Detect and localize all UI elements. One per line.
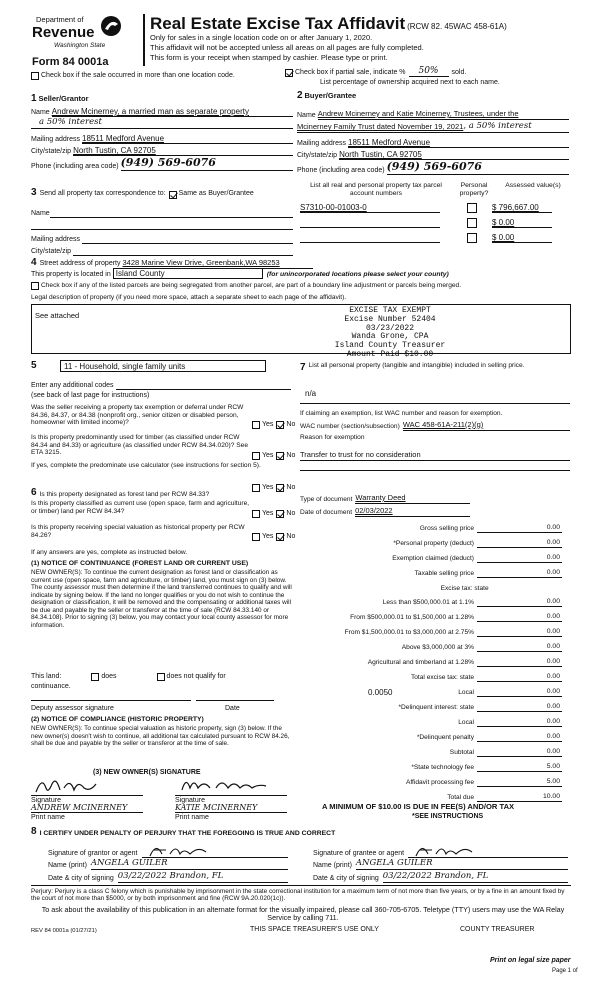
- parcel-number[interactable]: [300, 218, 440, 228]
- header-note-2: This affidavit will not be accepted unless all areas on all pages are fully completed.: [150, 43, 424, 52]
- street-address-row: 4 Street address of property 3428 Marine View Drive, Greenbank,WA 98253: [31, 257, 571, 269]
- forest-yes-checkbox[interactable]: [252, 484, 260, 492]
- partial-sale-row: [285, 66, 466, 77]
- buyer-trust-field[interactable]: Mcinerney Family Trust dated November 19, 2021: [297, 122, 464, 132]
- deputy-date-label: Date: [225, 705, 240, 712]
- parcel-number[interactable]: [300, 233, 440, 243]
- treasurer-use-label: THIS SPACE TREASURER'S USE ONLY: [250, 926, 379, 933]
- local-rate: 0.0050: [368, 687, 393, 697]
- tax-value[interactable]: 5.00: [477, 763, 562, 772]
- page-number: Page 1 of: [552, 968, 578, 974]
- section3-mailing-row: Mailing address: [31, 235, 293, 244]
- forest-no-checkbox[interactable]: [276, 484, 284, 492]
- doc-date-row: Date of document 02/03/2022: [300, 507, 470, 517]
- form-title: Real Estate Excise Tax Affidavit: [150, 14, 406, 33]
- form-number: Form 84 0001a: [32, 56, 109, 68]
- tax-row-delinquent-penalty: *Delinquent penalty 0.00: [416, 733, 560, 742]
- legal-paper-note: Print on legal size paper: [490, 957, 571, 964]
- notice-continuance-text: NEW OWNER(S): To continue the current designation as forest land or classification as current use (open space, farm and agriculture, or timber) land, you must sign on (3) below. The county assessor must then determine if the land transferred continues to qualify and will indicate by signing below. If the land no longer qualifies or you do not wish to continue the designation or classification, it will be removed and the compensating or additional taxes will be due and payable by the seller or transferor at the time of sale (RCW 84.33.140 or 84.34.108). Prior to signing (3) below, you may contact your local county assessor for more information.: [31, 569, 292, 629]
- grantee-print-name[interactable]: ANGELA GUILER: [356, 859, 568, 870]
- buyer-name-row-2: [297, 122, 569, 133]
- partial-sale-note: List percentage of ownership acquired next to each name.: [320, 79, 500, 86]
- reason-blank-line[interactable]: [300, 470, 570, 471]
- use-code-select[interactable]: 11 - Household, single family units: [60, 360, 266, 372]
- land-does-checkbox[interactable]: [91, 673, 99, 681]
- multi-location-row: [31, 72, 235, 80]
- grantee-date-row: Date & city of signing 03/22/2022 Brandon, FL: [313, 872, 568, 883]
- multi-location-checkbox[interactable]: [31, 72, 39, 80]
- owner2-signature-label: Signature: [175, 797, 205, 804]
- partial-sale-label: Check box if partial sale, indicate %: [295, 69, 406, 77]
- personal-property-checkbox[interactable]: [467, 203, 477, 213]
- tax-value[interactable]: 0.00: [477, 539, 562, 548]
- personal-property-header: Personal property?: [459, 182, 489, 197]
- buyer-mailing-row: Mailing address 18511 Medford Avenue: [297, 138, 569, 148]
- q2-no-checkbox[interactable]: [276, 452, 284, 460]
- section3-name-field[interactable]: [50, 209, 293, 218]
- seller-name-field[interactable]: Andrew Mcinerney, a married man as separate property: [52, 107, 293, 117]
- section3-blank-row: [31, 221, 293, 230]
- section7-heading: 7 List all personal property (tangible and intangible) included in selling price.: [300, 362, 525, 373]
- legal-description-label: Legal description of property (if you need more space, attach a separate sheet to each page of the affidavit).: [31, 294, 347, 301]
- owner2-print-label: Print name: [175, 814, 209, 821]
- tax-row-tech-fee: *State technology fee 5.00: [411, 763, 560, 772]
- current-use-yes-checkbox[interactable]: [252, 510, 260, 518]
- tax-value[interactable]: 0.00: [477, 703, 562, 712]
- section6-q3: Is this property receiving special valuation as historical property per RCW 84.26?: [31, 524, 245, 539]
- current-use-no-checkbox[interactable]: [276, 510, 284, 518]
- claim-exemption-label: If claiming an exemption, list WAC number and reason for exemption.: [300, 410, 503, 417]
- q2-yes-checkbox[interactable]: [252, 452, 260, 460]
- seller-city-field[interactable]: North Tustin, CA 92705: [73, 146, 293, 156]
- revenue-logo-text: Revenue: [32, 24, 95, 41]
- owner1-print-name[interactable]: ANDREW MCINERNEY: [31, 803, 143, 813]
- tax-row-delinquent-interest-state: *Delinquent interest: state 0.00: [398, 703, 560, 712]
- seller-phone-field[interactable]: (949) 569-6076: [121, 157, 293, 171]
- grantee-signature-line[interactable]: [408, 846, 568, 858]
- assessed-value[interactable]: $ 0.00: [492, 218, 552, 228]
- continuance-label: continuance.: [31, 683, 71, 690]
- owner1-signature: [34, 774, 114, 796]
- tax-row-exemption: Exemption claimed (deduct) 0.00: [392, 554, 560, 563]
- reason-field[interactable]: Transfer to trust for no consideration: [300, 451, 570, 461]
- owner2-signature: [180, 774, 270, 794]
- this-land-row: This land: does does not qualify for: [31, 673, 226, 680]
- section5-q2-answer: Yes No: [252, 452, 295, 460]
- section3-city-field[interactable]: [73, 247, 293, 256]
- notice-compliance-title: (2) NOTICE OF COMPLIANCE (HISTORIC PROPERTY): [31, 716, 204, 723]
- header-note-3: This form is your receipt when stamped by cashier. Please type or print.: [150, 53, 388, 62]
- grantor-signature-row: Signature of grantor or agent: [48, 846, 288, 858]
- section5-q1-answer: Yes No: [252, 421, 295, 429]
- historic-no-checkbox[interactable]: [276, 533, 284, 541]
- tax-value[interactable]: 5.00: [477, 778, 562, 787]
- q1-no-checkbox[interactable]: [276, 421, 284, 429]
- minimum-due-notice: A MINIMUM OF $10.00 IS DUE IN FEE(S) AND/OR TAX: [322, 802, 515, 811]
- buyer-name-field[interactable]: Andrew Mcinerney and Katie Mcinerney, Trustees, under the: [318, 110, 569, 120]
- dor-logo: [30, 14, 130, 56]
- form-title-row: [150, 14, 507, 34]
- tax-row-local: 0.0050 Local 0.00: [368, 687, 560, 697]
- seller-heading: 1 Seller/Grantor: [31, 93, 89, 104]
- owner2-signature-line[interactable]: [175, 795, 287, 796]
- partial-sale-checkbox[interactable]: [285, 69, 293, 77]
- tax-value[interactable]: 0.00: [477, 673, 562, 682]
- owner2-print-name[interactable]: KATIE MCINERNEY: [175, 803, 287, 813]
- tax-value[interactable]: 0.00: [477, 718, 562, 727]
- form-revision: REV 84 0001a (01/27/21): [31, 928, 97, 934]
- section3-city-row: City/state/zip: [31, 247, 293, 256]
- parcel-header: List all real and personal property tax parcel account numbers: [310, 182, 442, 197]
- buyer-phone-row: Phone (including area code) (949) 569-6076: [297, 161, 569, 175]
- header-divider: [143, 14, 145, 66]
- tax-value[interactable]: 0.00: [477, 733, 562, 742]
- notice-continuance-title: (1) NOTICE OF CONTINUANCE (FOREST LAND OR CURRENT USE): [31, 560, 249, 567]
- seller-mailing-row: Mailing address 18511 Medford Avenue: [31, 134, 293, 144]
- section6-q2: Is this property classified as current use (open space, farm and agriculture, or timber) land per RCW 84.34?: [31, 500, 250, 515]
- tax-row-subtotal: Subtotal 0.00: [449, 748, 560, 757]
- personal-property-checkbox[interactable]: [467, 218, 477, 228]
- excise-exempt-stamp: EXCISE TAX EXEMPT Excise Number 52404 03/23/2022 Wanda Grone, CPA Island County Treasurer Amount Paid $10.00: [334, 306, 446, 359]
- buyer-city-row: City/state/zip North Tustin, CA 92705: [297, 150, 569, 160]
- parcel-number[interactable]: S7310-00-01003-0: [300, 203, 440, 213]
- tax-row-total-due: Total due 10.00: [447, 793, 560, 802]
- perjury-notice: Perjury: Perjury is a class C felony which is punishable by imprisonment in the state correctional institution for a maximum term of not more than five years, or by a fine in an amount fixed by the court of not more than $5000, or by both imprisonment and fine (RCW 9A.20.020(1c)).: [31, 885, 571, 903]
- tax-value[interactable]: 0.00: [477, 628, 562, 637]
- notice-compliance-text: NEW OWNER(S): To continue special valuation as historic property, sign (3) below. If the new owner(s) doesn't wish to continue, all additional tax calculated pursuant to RCW 84.26, shall be due and payable by the seller or transferor at the time of sale.: [31, 725, 290, 748]
- grantor-print-name[interactable]: ANGELA GUILER: [91, 859, 288, 870]
- section5-number: 5: [31, 360, 37, 371]
- legal-description-value: See attached: [35, 311, 80, 320]
- rcw-reference: (RCW 82. 45WAC 458-61A): [407, 22, 507, 31]
- tax-value[interactable]: 0.00: [477, 613, 562, 622]
- deputy-date-line[interactable]: [196, 700, 274, 701]
- assessed-value[interactable]: $ 796,667.00: [492, 203, 552, 213]
- doc-date-field[interactable]: 02/03/2022: [355, 507, 470, 517]
- personal-property-value[interactable]: n/a: [305, 389, 317, 398]
- tax-row-agricultural: Agricultural and timberland at 1.28% 0.00: [367, 658, 560, 667]
- tax-row-taxable: Taxable selling price 0.00: [414, 569, 560, 578]
- wac-row: WAC number (section/subsection) WAC 458-61A-211(2)(g): [300, 421, 570, 431]
- seller-mailing-field[interactable]: 18511 Medford Avenue: [82, 134, 293, 144]
- grantee-signature: [412, 842, 482, 858]
- wac-number-field[interactable]: WAC 458-61A-211(2)(g): [403, 421, 570, 431]
- tax-row-total-state: Total excise tax: state 0.00: [410, 673, 560, 682]
- same-as-buyer-checkbox[interactable]: [169, 191, 177, 199]
- additional-codes-field[interactable]: [116, 381, 292, 390]
- grantee-signature-row: Signature of grantee or agent: [313, 846, 568, 858]
- buyer-mailing-field[interactable]: 18511 Medford Avenue: [348, 138, 569, 148]
- tax-row-personal: *Personal property (deduct) 0.00: [393, 539, 560, 548]
- tax-value[interactable]: 0.00: [477, 569, 562, 578]
- owner1-signature-line[interactable]: [31, 795, 143, 796]
- owner1-signature-label: Signature: [31, 797, 61, 804]
- tax-row-gross: Gross selling price 0.00: [419, 524, 560, 533]
- buyer-city-field[interactable]: North Tustin, CA 92705: [339, 150, 569, 160]
- tax-value[interactable]: 10.00: [477, 793, 562, 802]
- wa-state-label: Washington State: [54, 42, 106, 49]
- personal-property-checkbox[interactable]: [467, 233, 477, 243]
- located-row: This property is located in Island County (for unincorporated locations please select your county): [31, 269, 449, 279]
- reason-label: Reason for exemption: [300, 434, 365, 441]
- personal-property-line[interactable]: [300, 403, 570, 404]
- county-select[interactable]: Island County: [113, 268, 263, 279]
- section3-mailing-field[interactable]: [82, 235, 293, 244]
- revenue-logo-icon: [98, 14, 124, 38]
- doc-type-field[interactable]: Warranty Deed: [355, 494, 470, 504]
- tax-value[interactable]: 0.00: [477, 598, 562, 607]
- segregate-checkbox[interactable]: [31, 282, 39, 290]
- section3-name-row: Name: [31, 209, 293, 218]
- tax-row-tier2: From $500,000.01 to $1,500,000 at 1.28% 0.00: [350, 613, 560, 622]
- doc-type-row: Type of document Warranty Deed: [300, 494, 470, 504]
- grantee-name-row: Name (print) ANGELA GUILER: [313, 859, 568, 870]
- deputy-signature-label: Deputy assessor signature: [31, 705, 114, 712]
- tax-value[interactable]: 0.00: [477, 554, 562, 563]
- multi-location-label: Check box if the sale occurred in more than one location code.: [41, 72, 235, 79]
- tax-row-tier1: Less than $500,000.01 at 1.1% 0.00: [382, 598, 560, 607]
- partial-sale-percent[interactable]: 50%: [409, 66, 449, 77]
- buyer-heading: 2 Buyer/Grantee: [297, 90, 357, 101]
- tax-value[interactable]: 0.00: [477, 748, 562, 757]
- dept-label: Department of: [36, 15, 84, 24]
- partial-sale-sold: sold.: [451, 69, 467, 77]
- additional-codes-note: (see back of last page for instructions): [31, 392, 150, 399]
- section6-q3-answer: Yes No: [252, 533, 295, 541]
- seller-interest-field[interactable]: a 50% interest: [31, 118, 293, 129]
- alt-format-notice: To ask about the availability of this publication in an alternate format for the visually impaired, please call 360-705-6705. Teletype (TTY) users may use the WA Relay Service by calling 711.: [41, 905, 565, 923]
- grantee-date-city[interactable]: 03/22/2022 Brandon, FL: [383, 872, 568, 883]
- section3-heading: 3 Send all property tax correspondence to: Same as Buyer/Grantee: [31, 187, 254, 198]
- segregate-row: Check box if any of the listed parcels are being segregated from another parcel, are part of a boundary line adjustment or parcels being merged.: [31, 282, 576, 290]
- grantor-date-city[interactable]: 03/22/2022 Brandon, FL: [118, 872, 288, 883]
- seller-phone-row: Phone (including area code) (949) 569-6076: [31, 157, 293, 171]
- county-treasurer-label: COUNTY TREASURER: [460, 926, 535, 933]
- section5-q1: Was the seller receiving a property tax exemption or deferral under RCW 84.36, 84.37, or 84.38 (nonprofit org., senior citizen or disabled person, homeowner with limited income)?: [31, 404, 244, 427]
- grantor-date-row: Date & city of signing 03/22/2022 Brandon, FL: [48, 872, 288, 883]
- section6-instruction: If any answers are yes, complete as instructed below.: [31, 549, 188, 556]
- buyer-interest-field[interactable]: , a 50% interest: [463, 122, 569, 133]
- buyer-name-row: Name Andrew Mcinerney and Katie Mcinerney, Trustees, under the: [297, 110, 569, 120]
- buyer-phone-field[interactable]: (949) 569-6076: [387, 161, 569, 175]
- assessed-value[interactable]: $ 0.00: [492, 233, 552, 243]
- seller-name-row-2: [31, 118, 293, 129]
- legal-description-box[interactable]: [31, 304, 571, 354]
- additional-codes-row: Enter any additional codes: [31, 381, 291, 390]
- certify-row: 8 I CERTIFY UNDER PENALTY OF PERJURY THAT THE FOREGOING IS TRUE AND CORRECT: [31, 826, 336, 837]
- tax-value[interactable]: 0.00: [477, 643, 562, 652]
- section3-blank-line[interactable]: [31, 221, 293, 230]
- tax-row-tier3: From $1,500,000.01 to $3,000,000 at 2.75% 0.00: [344, 628, 560, 637]
- see-instructions: *SEE INSTRUCTIONS: [412, 813, 484, 820]
- seller-name-row: Name Andrew Mcinerney, a married man as separate property: [31, 107, 293, 117]
- tax-value[interactable]: 0.00: [477, 658, 562, 667]
- seller-city-row: City/state/zip North Tustin, CA 92705: [31, 146, 293, 156]
- q1-yes-checkbox[interactable]: [252, 421, 260, 429]
- parcel-row-1: [300, 203, 570, 215]
- land-does-not-checkbox[interactable]: [157, 673, 165, 681]
- section5-q2: Is this property predominantly used for timber (as classified under RCW 84.34 and 84.33) or agriculture (as classified under RCW 84.34.020)? See ETA 3215.: [31, 434, 248, 457]
- historic-yes-checkbox[interactable]: [252, 533, 260, 541]
- street-address-field[interactable]: 3428 Marine View Drive, Greenbank,WA 98253: [123, 259, 313, 269]
- grantor-name-row: Name (print) ANGELA GUILER: [48, 859, 288, 870]
- new-owner-signature-title: (3) NEW OWNER(S) SIGNATURE: [93, 769, 201, 776]
- tax-value[interactable]: 0.00: [477, 524, 562, 533]
- tax-value[interactable]: 0.00: [477, 688, 562, 697]
- owner1-print-label: Print name: [31, 814, 65, 821]
- assessed-value-header: Assessed value(s): [505, 182, 561, 189]
- tax-row-delinquent-interest-local: Local 0.00: [458, 718, 560, 727]
- grantor-signature: [146, 842, 216, 858]
- tax-row-excise-state: Excise tax: state: [440, 585, 489, 593]
- tax-row-tier4: Above $3,000,000 at 3% 0.00: [401, 643, 560, 652]
- parcel-row-2: [300, 218, 570, 230]
- deputy-signature-line[interactable]: [31, 700, 191, 701]
- tax-row-processing-fee: Affidavit processing fee 5.00: [405, 778, 560, 787]
- section6-q2-answer: Yes No: [252, 510, 295, 518]
- grantor-signature-line[interactable]: [142, 846, 288, 858]
- header-note-1: Only for sales in a single location code on or after January 1, 2020.: [150, 33, 373, 42]
- section5-q2-note: If yes, complete the predominate use calculator (see instructions for section 5).: [31, 462, 261, 469]
- section6-q1-row: 6 Is this property designated as forest land per RCW 84.33?: [31, 487, 210, 498]
- section6-q1-answer: Yes No: [252, 484, 295, 492]
- parcel-row-3: [300, 233, 570, 245]
